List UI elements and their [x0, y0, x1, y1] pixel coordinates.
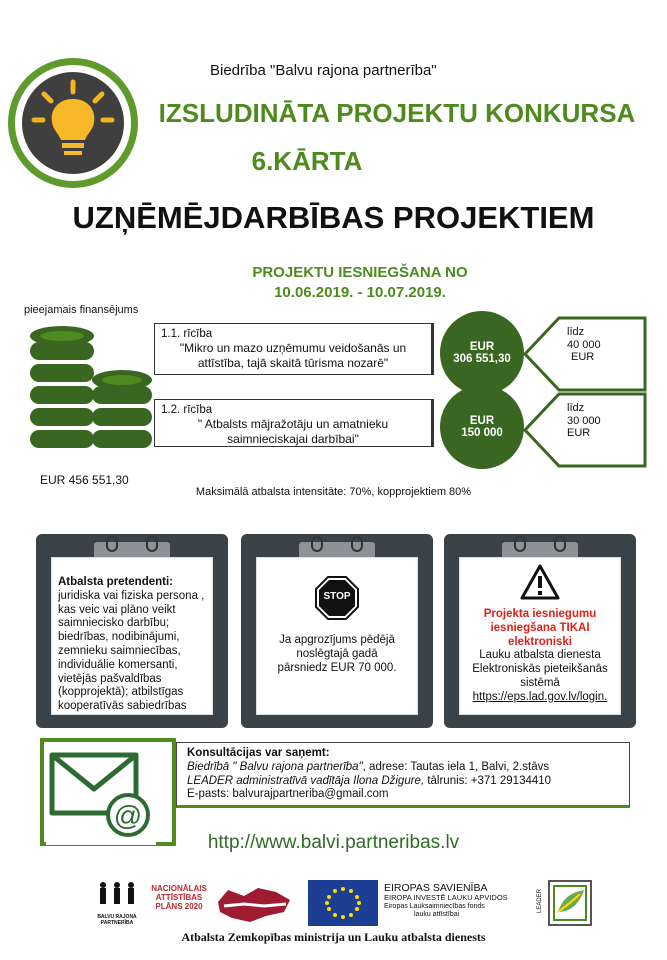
eu-line1: EIROPA INVESTĒ LAUKU APVIDOS: [384, 893, 508, 903]
stop-sign-label: STOP: [323, 591, 351, 602]
contact-title: Konsultācijas var saņemt:: [187, 747, 330, 759]
electronic-paper: [460, 558, 620, 714]
contact-address: , adrese: Tautas iela 1, Balvi, 2.stāvs: [362, 760, 550, 773]
lightbulb-icon: [22, 72, 124, 174]
action-2-limit-label: līdz: [567, 402, 585, 414]
coin-stacks-icon: [26, 322, 156, 462]
eu-text: [384, 882, 534, 919]
contact-org: Biedrībā " Balvu rajona partnerība": [187, 760, 363, 773]
applicants-clipboard: [36, 534, 228, 728]
partnership-logo-text: BALVU RAJONA PARTNERĪBA: [97, 914, 137, 926]
contact-line2: [187, 775, 619, 789]
turnover-text: Ja apgrozījums pēdējā noslēgtajā gadā pārsniedz EUR 70 000.: [277, 634, 397, 674]
nap-line2: ATTĪSTĪBAS: [155, 893, 203, 903]
submission-label: PROJEKTU IESNIEGŠANA NO: [252, 264, 468, 281]
turnover-paper: [257, 558, 417, 714]
action-2-number: 1.2. rīcība: [161, 404, 213, 416]
action-1-number: 1.1. rīcība: [161, 328, 213, 340]
svg-text:@: @: [113, 800, 143, 831]
action-1-limit-label: līdz: [567, 326, 585, 338]
contact-line1: [187, 761, 619, 775]
total-funding: EUR 456 551,30: [40, 473, 129, 487]
eu-line3: lauku attīstībai: [414, 910, 460, 918]
electronic-body-text: Lauku atbalsta dienesta Elektroniskās pieteikšanās sistēmā: [472, 649, 608, 689]
submission-dates: 10.06.2019. - 10.07.2019.: [274, 284, 446, 301]
lightbulb-logo: [22, 72, 124, 174]
clipboard-ring: [311, 536, 323, 552]
clipboard-ring: [146, 536, 158, 552]
leader-label-strip: [536, 880, 544, 926]
contact-email: E-pasts: balvurajpartneriba@gmail.com: [187, 788, 389, 801]
electronic-warning-text: Projekta iesniegumu iesniegšana TIKAI elektroniski: [483, 608, 597, 648]
eps-login-link[interactable]: https://eps.lad.gov.lv/login.: [472, 690, 608, 703]
max-intensity-note: Maksimālā atbalsta intensitāte: 70%, kopprojektiem 80%: [195, 486, 472, 498]
action-2-limit-tag: [523, 392, 647, 468]
contact-info-box: [176, 742, 630, 808]
nap-line1: NACIONĀLAIS: [151, 884, 207, 893]
action-2-amount: [440, 385, 524, 469]
stop-sign-icon: [315, 576, 359, 620]
applicants-title: Atbalsta pretendenti:: [58, 576, 174, 588]
page-title-line2: 6.KĀRTA: [251, 146, 363, 176]
action-1-amount-currency: EUR: [469, 341, 495, 353]
eu-title: EIROPAS SAVIENĪBA: [384, 882, 488, 894]
partnership-logo: [96, 882, 138, 926]
action-2-limit-currency: EUR: [567, 427, 591, 440]
clipboard-ring: [554, 536, 566, 552]
action-1-text: "Mikro un mazo uzņēmumu veidošanās un attīstība, tajā skaitā tūrisma nozarē": [179, 341, 407, 371]
funding-label: pieejamais finansējums: [24, 304, 139, 316]
electronic-clipboard: [444, 534, 636, 728]
action-1-amount: [440, 311, 524, 395]
action-1-amount-value: 306 551,30: [453, 353, 511, 365]
action-2-limit-value: 30 000: [567, 414, 601, 427]
action-1-limit-value: 40 000: [567, 338, 601, 351]
applicants-paper: [52, 558, 212, 714]
action-1-limit-tag: [523, 316, 647, 392]
org-name: Biedrība "Balvu rajona partnerība": [210, 62, 437, 79]
clipboard-ring: [351, 536, 363, 552]
page-title-line3: UZŅĒMĒJDARBĪBAS PROJEKTIEM: [72, 200, 595, 235]
email-envelope-icon: [46, 745, 156, 845]
contact-phone: tālrunis: +371 29134410: [424, 774, 552, 787]
support-text: Atbalsta Zemkopības ministrija un Lauku atbalsta dienests: [181, 930, 486, 944]
footer-logos: [96, 880, 596, 930]
action-2-text: " Atbalsts mājražotāju un amatnieku saimnieciskajai darbībai": [197, 417, 389, 447]
action-2-box: [154, 399, 434, 447]
contact-role: LEADER administratīvā vadītāja Ilona Džigure,: [187, 774, 425, 787]
website-link[interactable]: http://www.balvi.partneribas.lv: [207, 832, 460, 853]
turnover-clipboard: [241, 534, 433, 728]
action-1-limit-currency: EUR: [571, 351, 595, 364]
latvia-map-icon: [214, 882, 294, 926]
nap-logo: [146, 884, 212, 912]
clipboard-ring: [106, 536, 118, 552]
clipboard-ring: [514, 536, 526, 552]
leader-label: LEADER: [537, 889, 543, 914]
page-title-line1: IZSLUDINĀTA PROJEKTU KONKURSA: [158, 98, 636, 128]
action-2-amount-currency: EUR: [469, 415, 495, 427]
eu-flag-icon: [308, 880, 378, 926]
action-2-amount-value: 150 000: [461, 427, 503, 439]
action-1-box: [154, 323, 434, 375]
leader-logo-icon: [548, 880, 592, 926]
applicants-text: juridiska vai fiziska persona , kas veic vai plāno veikt saimniecisko darbību; biedrības, nodibinājumi, zemnieku saimniecības, individuālie komersanti, vietējās pašvaldības (kopprojektā); atbilstīgas kooperatīvās sabiedrības: [58, 589, 205, 713]
nap-line3: PLĀNS 2020: [155, 902, 203, 912]
eu-line2: Eiropas Lauksaimniecības fonds: [384, 902, 485, 910]
warning-icon: [520, 564, 560, 600]
